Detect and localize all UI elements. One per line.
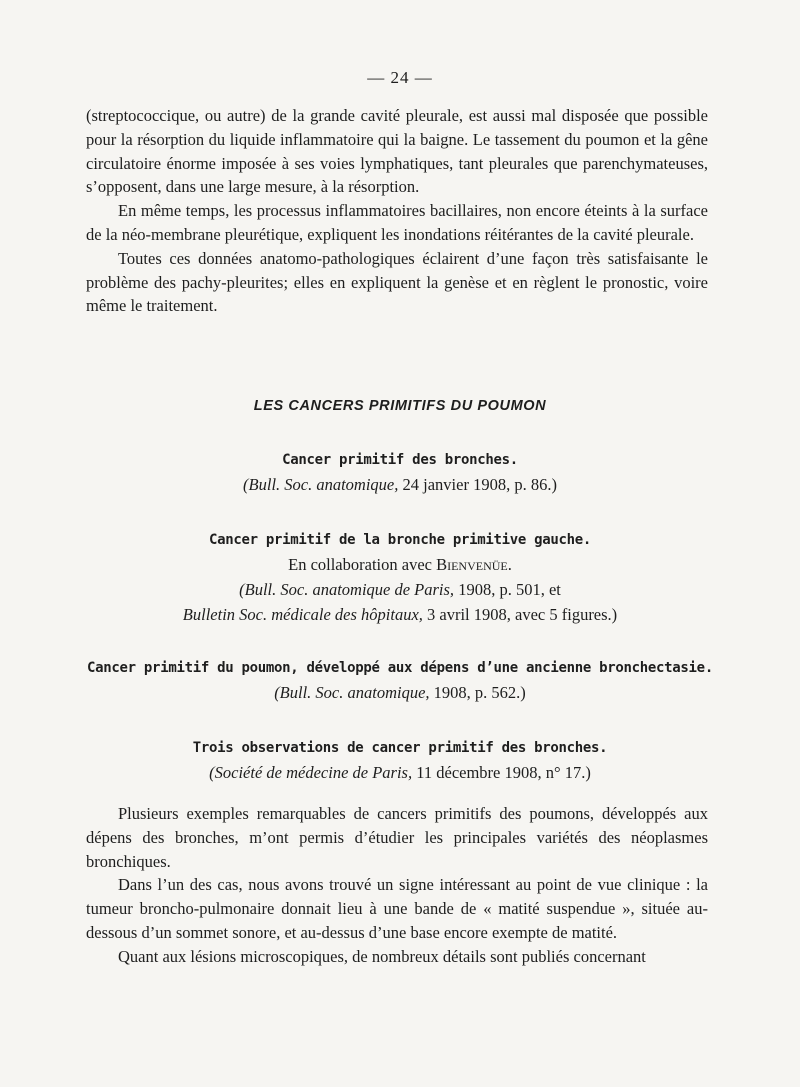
reference-details: 3 avril 1908, avec 5 figures.): [422, 605, 618, 624]
section-heading: LES CANCERS PRIMITIFS DU POUMON: [253, 398, 547, 414]
entry-reference: [0, 602, 800, 627]
reference-details: 1908, p. 562.): [429, 683, 526, 702]
collab-name: Bienvenüe.: [436, 555, 512, 574]
bibliography-entry: [0, 736, 800, 785]
entry-title: Cancer primitif de la bronche primitive gauche.: [208, 532, 592, 548]
intro-paragraph: En même temps, les processus inflammatoires bacillaires, non encore éteints à la surface de la néo-membrane pleurétique, expliquent les inondations réitérantes de la cavité pleurale.: [86, 201, 708, 244]
body-paragraph: Dans l’un des cas, nous avons trouvé un signe intéressant au point de vue clinique : la tumeur broncho-pulmonaire donnait lieu à une bande de « matité suspendue », située au-dessous d’un sommet sonore, et au-dessus d’une base encore exempte de matité.: [86, 875, 708, 942]
collab-prefix: En collaboration avec: [288, 555, 437, 574]
intro-text: [86, 104, 708, 318]
reference-journal: (Bull. Soc. anatomique de Paris,: [239, 580, 455, 599]
entry-title: Trois observations de cancer primitif des bronches.: [192, 740, 608, 756]
reference-details: 24 janvier 1908, p. 86.): [398, 475, 557, 494]
entry-reference: [0, 760, 800, 785]
intro-paragraph: (streptococcique, ou autre) de la grande cavité pleurale, est aussi mal disposée que possible pour la résorption du liquide inflammatoire qui la baigne. Le tassement du poumon et la gêne circulatoire énorme imposée à ses voies lymphatiques, tant pleurales que parenchymateuses, s’opposent, dans une large mesure, à la résorption.: [86, 106, 708, 197]
reference-details: 1908, p. 501, et: [454, 580, 561, 599]
intro-paragraph: Toutes ces données anatomo-pathologiques éclairent d’une façon très satisfaisante le problème des pachy-pleurites; elles en expliquent la genèse et en règlent le pronostic, voire même le traitement.: [86, 248, 708, 316]
entry-title: Cancer primitif des bronches.: [282, 452, 518, 468]
page-number: — 24 —: [367, 68, 433, 87]
entry-title: Cancer primitif du poumon, développé aux dépens d’une ancienne bronchectasie.: [87, 660, 713, 676]
bibliography-entry: [0, 656, 800, 705]
entry-reference: [0, 680, 800, 705]
body-paragraph: Plusieurs exemples remarquables de cancers primitifs des poumons, développés aux dépens des bronches, m’ont permis d’étudier les principales variétés des néoplasmes bronchiques.: [86, 804, 708, 871]
reference-journal: (Bull. Soc. anatomique,: [243, 475, 399, 494]
entry-reference: [0, 577, 800, 602]
reference-journal: (Société de médecine de Paris,: [209, 763, 413, 782]
reference-details: 11 décembre 1908, n° 17.): [412, 763, 591, 782]
body-text: [86, 802, 708, 969]
entry-collaboration: [0, 552, 800, 577]
bibliography-entry: [0, 448, 800, 497]
bibliography-entry: [0, 528, 800, 627]
reference-journal: Bulletin Soc. médicale des hôpitaux,: [182, 605, 423, 624]
reference-journal: (Bull. Soc. anatomique,: [274, 683, 430, 702]
entry-reference: [0, 472, 800, 497]
body-paragraph: Quant aux lésions microscopiques, de nombreux détails sont publiés concernant: [118, 946, 646, 966]
